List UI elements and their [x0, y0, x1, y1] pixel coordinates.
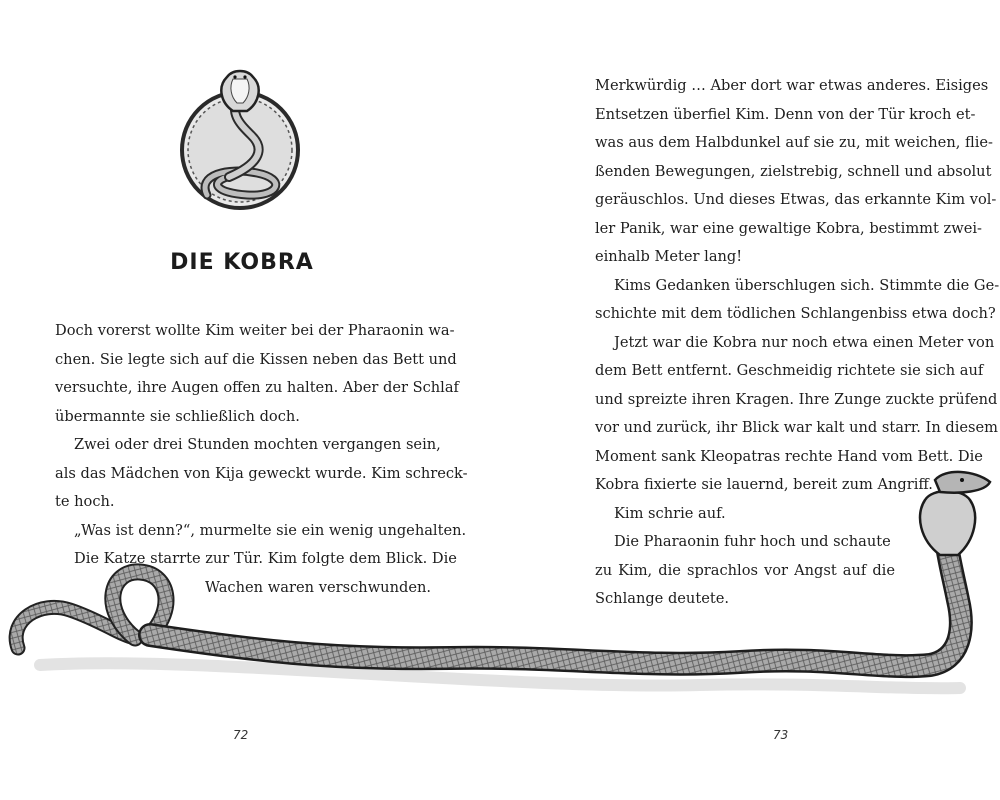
text-line: versuchte, ihre Augen offen zu halten. Aber der Schlaf [55, 379, 459, 396]
text-line: Jetzt war die Kobra nur noch etwa einen Meter von [614, 333, 995, 351]
text-line: Kobra fixierte sie lauernd, bereit zum Angriff. [595, 476, 933, 493]
text-line: Doch vorerst wollte Kim weiter bei der Pharaonin wa- [55, 322, 455, 339]
text-line: ler Panik, war eine gewaltige Kobra, bestimmt zwei- [595, 219, 982, 237]
text-line: übermannte sie schließlich doch. [55, 407, 300, 425]
cobra-snake-illustration-icon [0, 460, 1000, 720]
text-line: Kims Gedanken überschlugen sich. Stimmte die Ge- [614, 276, 1000, 294]
page-number-left: 72 [233, 728, 249, 742]
text-line: dem Bett entfernt. Geschmeidig richtete sie sich auf [595, 362, 984, 379]
text-line: Kim schrie auf. [614, 504, 726, 522]
chapter-title: DIE KOBRA [170, 250, 314, 275]
text-line: als das Mädchen von Kija geweckt wurde. Kim schreck- [55, 464, 468, 482]
text-line: te hoch. [55, 493, 115, 510]
text-line: und spreizte ihren Kragen. Ihre Zunge zuckte prüfend [595, 390, 998, 408]
cobra-medallion-icon [167, 55, 313, 215]
text-line: chen. Sie legte sich auf die Kissen neben das Bett und [55, 350, 457, 368]
text-line: schichte mit dem tödlichen Schlangenbiss etwa doch? [595, 305, 996, 322]
page-number-right: 73 [773, 728, 789, 742]
text-line: Schlange deutete. [595, 590, 729, 607]
text-line: zu Kim, die sprachlos vor Angst auf die [595, 561, 895, 579]
text-line: was aus dem Halbdunkel auf sie zu, mit weichen, flie- [595, 134, 993, 151]
text-line: Die Katze starrte zur Tür. Kim folgte dem Blick. Die [74, 550, 457, 567]
text-line: Die Pharaonin fuhr hoch und schaute [614, 533, 891, 550]
text-line: Wachen waren verschwunden. [205, 578, 431, 596]
text-line: ßenden Bewegungen, zielstrebig, schnell und absolut [595, 162, 992, 180]
text-line: Moment sank Kleopatras rechte Hand vom Bett. Die [595, 447, 983, 465]
text-line: Entsetzen überfiel Kim. Denn von der Tür kroch et- [595, 105, 976, 123]
text-line: „Was ist denn?“, murmelte sie ein wenig ungehalten. [74, 521, 467, 539]
text-line: einhalb Meter lang! [595, 248, 743, 265]
text-line: vor und zurück, ihr Blick war kalt und starr. In diesem [595, 419, 998, 436]
text-line: geräuschlos. Und dieses Etwas, das erkannte Kim vol- [595, 191, 997, 208]
text-line: Zwei oder drei Stunden mochten vergangen sein, [74, 436, 441, 453]
text-line: Merkwürdig … Aber dort war etwas anderes. Eisiges [595, 77, 989, 94]
